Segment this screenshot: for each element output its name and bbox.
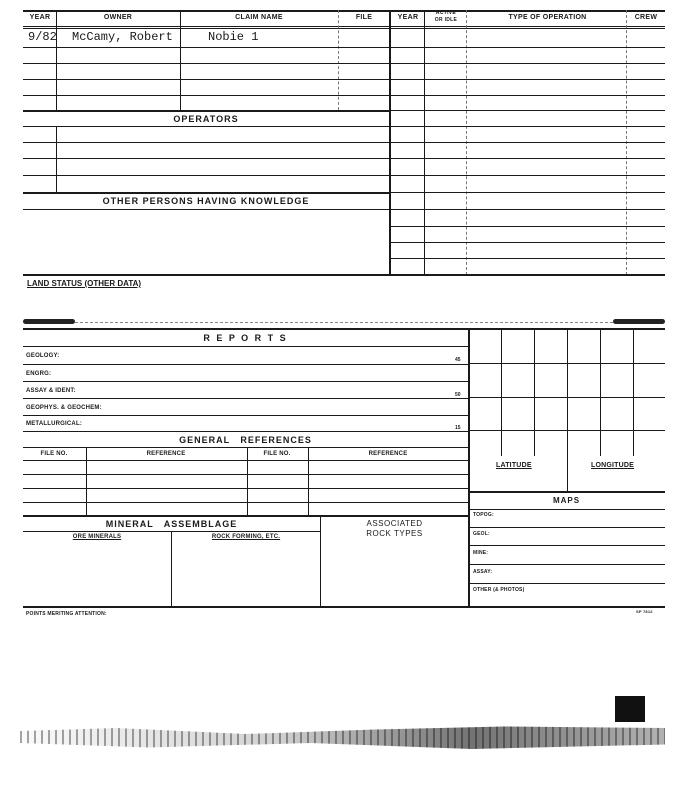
general-references-title-line — [23, 447, 468, 448]
reports-title: R E P O R T S — [203, 333, 288, 343]
gr-row-line — [23, 474, 468, 475]
operation-row-line — [389, 110, 665, 111]
scan-smudge-left — [23, 319, 75, 324]
lower-bottom-border — [23, 606, 665, 608]
grid-col-line — [501, 328, 502, 456]
operation-row-line — [389, 95, 665, 96]
grid-col-line — [600, 328, 601, 456]
longitude-label: LONGITUDE — [591, 462, 635, 469]
reports-row-line — [23, 364, 468, 365]
owner-row-line — [23, 63, 389, 64]
operation-row-line — [389, 258, 665, 259]
land-status-label: LAND STATUS (OTHER DATA) — [27, 279, 142, 288]
top-table-bottom-line — [23, 274, 665, 276]
operators-row-line — [23, 158, 389, 159]
other-persons-title: OTHER PERSONS HAVING KNOWLEDGE — [102, 196, 310, 206]
gr-header-file-no-1: FILE NO. — [40, 451, 68, 457]
entry-claim-name: Nobie 1 — [208, 30, 259, 44]
maps-mine-label: MINE: — [473, 550, 489, 556]
scan-smudge-right — [613, 319, 665, 324]
form-number: SP 7812 — [636, 609, 653, 614]
reports-title-line — [23, 346, 468, 347]
gr-header-reference-1: REFERENCE — [146, 451, 186, 457]
gr-col-line — [247, 447, 248, 516]
maps-row-line — [468, 545, 665, 546]
gr-header-reference-2: REFERENCE — [368, 451, 408, 457]
operators-col-line — [56, 126, 57, 192]
operation-row-line — [389, 126, 665, 127]
mineral-assemblage-title: MINERAL ASSEMBLAGE — [105, 519, 238, 529]
reports-row-line — [23, 398, 468, 399]
report-assay-label: ASSAY & IDENT: — [26, 388, 76, 394]
gr-header-file-no-2: FILE NO. — [263, 451, 291, 457]
header-active-line1: ACTIVE — [435, 10, 457, 16]
operation-row-line — [389, 175, 665, 176]
entry-year: 9/82 — [28, 30, 57, 44]
associated-rock-types-line1: ASSOCIATED — [366, 519, 423, 528]
report-geology-label: GEOLOGY: — [26, 353, 60, 359]
reports-row-line — [23, 431, 468, 432]
header-year: YEAR — [29, 14, 51, 21]
lower-top-dash — [75, 322, 613, 323]
owner-row-line — [23, 95, 389, 96]
maps-other-label: OTHER (& PHOTOS) — [473, 587, 525, 593]
maps-geol-label: GEOL: — [473, 531, 490, 537]
operation-row-line — [389, 209, 665, 210]
grid-row-line — [468, 363, 665, 364]
report-metallurgical-number: 15 — [455, 425, 461, 431]
operators-top-line — [23, 110, 389, 112]
operation-row-line — [389, 192, 665, 193]
grid-col-line — [534, 328, 535, 456]
reports-row-line — [23, 381, 468, 382]
header-bottom-line — [23, 26, 665, 27]
grid-col-line — [567, 328, 568, 456]
operation-row-line — [389, 242, 665, 243]
grid-row-line — [468, 397, 665, 398]
entry-owner: McCamy, Robert — [72, 30, 173, 44]
reports-row-line — [23, 415, 468, 416]
maps-topog-label: TOPOG: — [473, 512, 494, 518]
ore-minerals-header: ORE MINERALS — [72, 534, 122, 540]
mineral-col-line — [171, 531, 172, 606]
report-geophys-label: GEOPHYS. & GEOCHEM: — [26, 405, 102, 411]
header-owner: OWNER — [103, 14, 133, 21]
operators-title-line — [23, 126, 389, 127]
gr-col-line — [308, 447, 309, 516]
associated-rock-types-line2: ROCK TYPES — [366, 529, 423, 538]
report-assay-number: 50 — [455, 392, 461, 398]
points-meriting-attention-label: POINTS MERITING ATTENTION: — [26, 611, 107, 617]
gr-col-line — [86, 447, 87, 516]
operators-row-line — [23, 175, 389, 176]
general-references-title: GENERAL REFERENCES — [179, 435, 312, 445]
gr-header-line — [23, 460, 468, 461]
operation-row-line — [389, 158, 665, 159]
header-claim-name: CLAIM NAME — [235, 14, 283, 21]
maps-assay-label: ASSAY: — [473, 569, 493, 575]
maps-row-line — [468, 527, 665, 528]
operation-row-line — [389, 63, 665, 64]
gr-bottom-line — [23, 515, 468, 517]
header-active-line2: OR IDLE — [434, 17, 458, 23]
grid-col-line — [633, 328, 634, 456]
grid-row-line — [468, 430, 665, 431]
header-bottom-line-2 — [23, 28, 665, 29]
operators-title: OPERATORS — [173, 114, 239, 124]
report-engrg-label: ENGRG: — [26, 371, 52, 377]
lat-long-divider — [567, 456, 568, 491]
operation-row-line — [389, 226, 665, 227]
maps-top-line — [468, 491, 665, 493]
scan-noise-band — [20, 722, 665, 752]
header-type-of-operation: TYPE OF OPERATION — [508, 14, 587, 21]
top-border — [23, 10, 665, 12]
operation-row-line — [389, 142, 665, 143]
maps-title: MAPS — [552, 496, 581, 505]
header-crew: CREW — [634, 14, 658, 21]
gr-row-line — [23, 488, 468, 489]
operation-row-line — [389, 47, 665, 48]
operation-row-line — [389, 79, 665, 80]
header-year-right: YEAR — [397, 14, 419, 21]
other-persons-title-line — [23, 209, 389, 210]
rock-forming-header: ROCK FORMING, ETC. — [211, 534, 281, 540]
latitude-label: LATITUDE — [496, 462, 532, 469]
report-geology-number: 45 — [455, 357, 461, 363]
report-metallurgical-label: METALLURGICAL: — [26, 421, 83, 427]
lower-top-border — [23, 328, 665, 330]
owner-row-line — [23, 47, 389, 48]
owner-row-line — [23, 79, 389, 80]
gr-row-line — [23, 502, 468, 503]
other-persons-top-line — [23, 192, 389, 194]
maps-row-line — [468, 564, 665, 565]
maps-row-line — [468, 583, 665, 584]
maps-title-line — [468, 509, 665, 510]
operators-row-line — [23, 142, 389, 143]
header-file: FILE — [355, 14, 373, 21]
scan-artifact-block — [615, 696, 645, 722]
